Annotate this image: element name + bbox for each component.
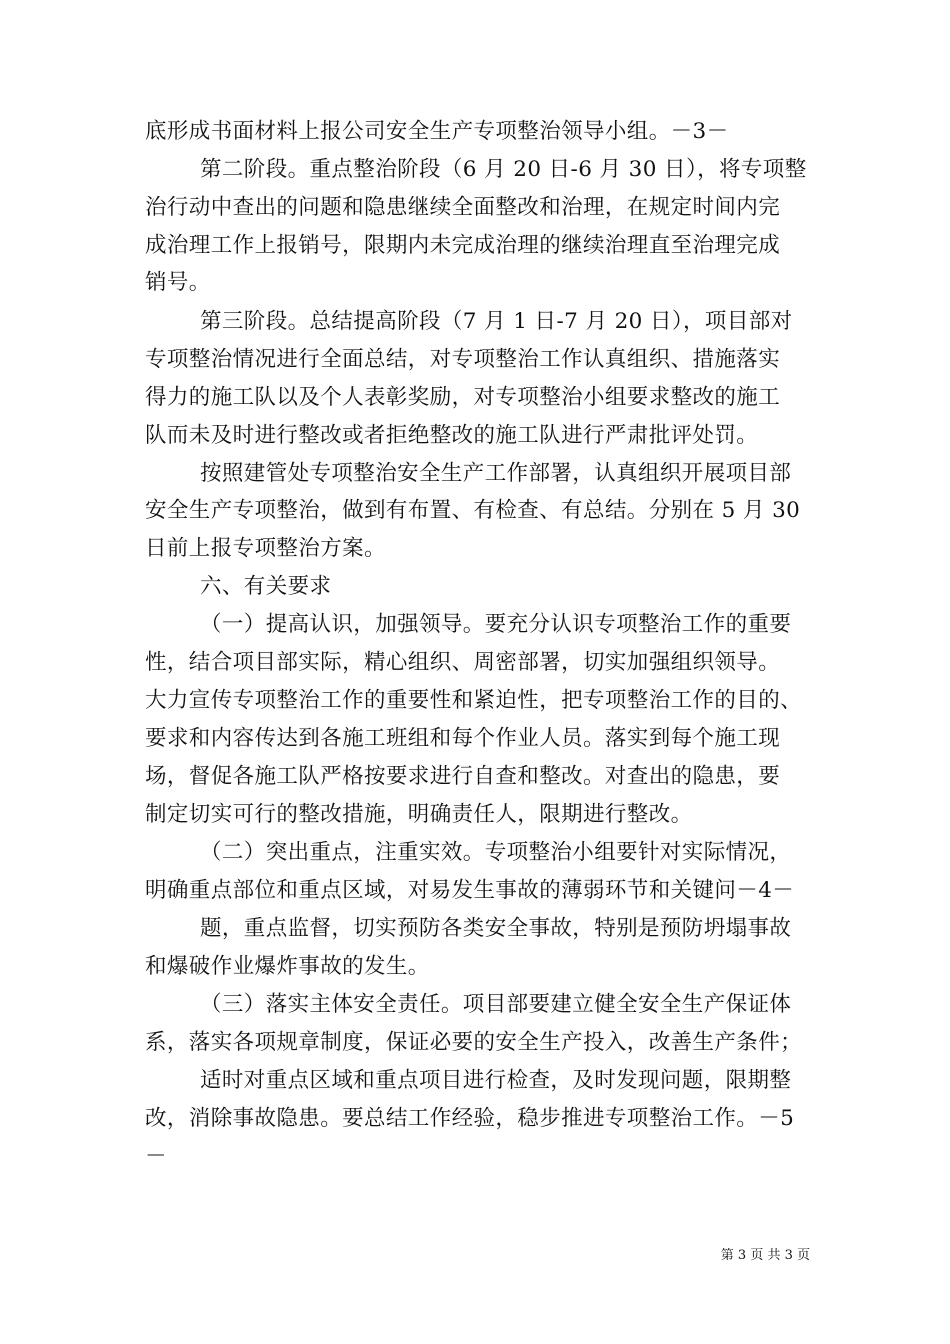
text-line: （三）落实主体安全责任。项目部要建立健全安全生产保证体 <box>200 992 792 1017</box>
text-line: 治行动中查出的问题和隐患继续全面整改和治理，在规定时间内完 <box>145 195 781 220</box>
text-line: 大力宣传专项整治工作的重要性和紧迫性，把专项整治工作的目的、 <box>145 688 803 713</box>
text-line: 改，消除事故隐患。要总结工作经验，稳步推进专项整治工作。－5 <box>145 1106 795 1131</box>
text-line: 制定切实可行的整改措施，明确责任人，限期进行整改。 <box>145 802 693 827</box>
text-line: 适时对重点区域和重点项目进行检查，及时发现问题，限期整 <box>200 1068 792 1093</box>
text-line: 专项整治情况进行全面总结，对专项整治工作认真组织、措施落实 <box>145 347 781 372</box>
text-line: 性，结合项目部实际，精心组织、周密部署，切实加强组织领导。 <box>145 650 781 675</box>
text-line: 和爆破作业爆炸事故的发生。 <box>145 954 430 979</box>
text-line: 第二阶段。重点整治阶段（6 月 20 日-6 月 30 日），将专项整 <box>200 157 807 182</box>
text-line: 要求和内容传达到各施工班组和每个作业人员。落实到每个施工现 <box>145 726 781 751</box>
text-line: 安全生产专项整治，做到有布置、有检查、有总结。分别在 5 月 30 <box>145 498 801 523</box>
text-line: （一）提高认识，加强领导。要充分认识专项整治工作的重要 <box>200 612 792 637</box>
text-line: 销号。 <box>145 270 211 295</box>
text-line: 日前上报专项整治方案。 <box>145 536 386 561</box>
text-line: 按照建管处专项整治安全生产工作部署，认真组织开展项目部 <box>200 461 792 486</box>
text-line: 成治理工作上报销号，限期内未完成治理的继续治理直至治理完成 <box>145 233 781 258</box>
text-line: 得力的施工队以及个人表彰奖励，对专项整治小组要求整改的施工 <box>145 385 781 410</box>
text-line: （二）突出重点，注重实效。专项整治小组要针对实际情况， <box>200 840 792 865</box>
text-line: 系，落实各项规章制度，保证必要的安全生产投入，改善生产条件； <box>145 1030 803 1055</box>
text-line: 底形成书面材料上报公司安全生产专项整治领导小组。－3－ <box>145 119 729 144</box>
page-number-footer: 第 3 页 共 3 页 <box>720 1248 810 1263</box>
text-line: － <box>145 1144 167 1169</box>
text-line: 题，重点监督，切实预防各类安全事故，特别是预防坍塌事故 <box>200 916 792 941</box>
text-line: 明确重点部位和重点区域，对易发生事故的薄弱环节和关键问－4－ <box>145 878 795 903</box>
text-line: 队而未及时进行整改或者拒绝整改的施工队进行严肃批评处罚。 <box>145 423 759 448</box>
text-line: 第三阶段。总结提高阶段（7 月 1 日-7 月 20 日），项目部对 <box>200 309 793 334</box>
section-heading: 六、有关要求 <box>200 574 332 599</box>
text-line: 场，督促各施工队严格按要求进行自查和整改。对查出的隐患，要 <box>145 764 781 789</box>
